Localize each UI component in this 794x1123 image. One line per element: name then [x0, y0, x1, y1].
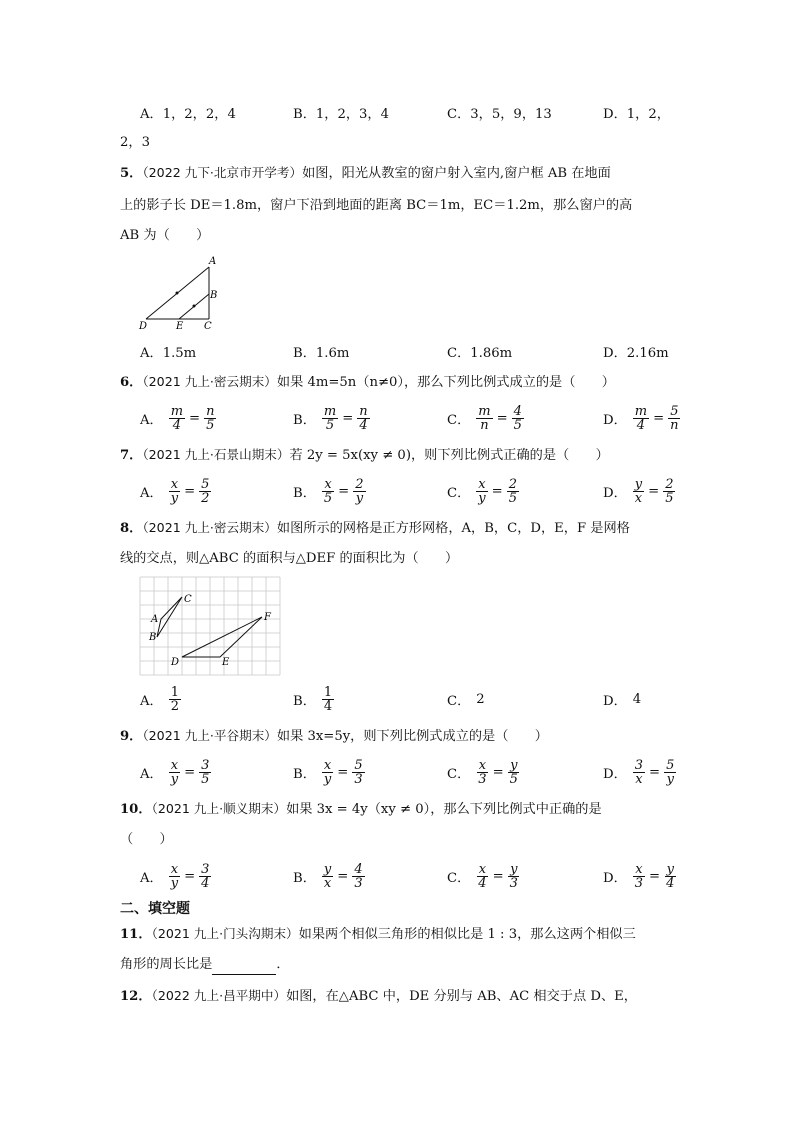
- q7-b-d2: y: [355, 490, 364, 506]
- q6-d-letter: D．: [603, 412, 627, 428]
- q6-c-n2: 4: [513, 403, 522, 419]
- q11-number: 11．: [120, 927, 152, 942]
- q11-answer-blank[interactable]: [212, 960, 276, 975]
- q9-options: [140, 757, 680, 787]
- q4-option-d: D．1，2，: [603, 106, 670, 122]
- q12-text1: 如图，在△ABC 中，DE 分别与 AB、AC 相交于点 D、E，: [286, 989, 637, 1004]
- q6-b-n1: m: [323, 403, 337, 419]
- q6-c-eq: =: [496, 410, 508, 426]
- q5-label-e: E: [176, 321, 184, 332]
- q9-d-d2: y: [666, 771, 674, 787]
- q9-c-frac-left: [476, 759, 488, 786]
- q12-source: （2022 九上·昌平期中）: [151, 988, 287, 1003]
- q9-d-d1: x: [635, 771, 643, 787]
- q9-c-n2: y: [510, 757, 518, 773]
- q7-stem: [120, 445, 609, 466]
- q9-d-letter: D．: [603, 766, 627, 782]
- q5-figure: [134, 254, 224, 334]
- q7-d-eq: =: [648, 483, 660, 499]
- q7-a-d1: y: [170, 490, 179, 506]
- q11-period: ．: [276, 957, 290, 972]
- q10-a-d2: 4: [201, 875, 210, 891]
- q10-d-frac-left: [633, 863, 645, 890]
- q6-d-d1: 4: [636, 417, 646, 433]
- q10-option-a: [140, 861, 211, 891]
- q10-b-d2: 3: [354, 875, 363, 891]
- q5-label-c: C: [204, 321, 212, 332]
- q8-label-b: B: [149, 632, 157, 643]
- q11-text2: 角形的周长比是: [120, 957, 213, 972]
- q7-a-letter: A．: [140, 485, 163, 501]
- q8-option-c: [447, 684, 485, 714]
- q6-d-eq: =: [653, 410, 665, 426]
- q6-b-eq: =: [342, 410, 354, 426]
- q9-d-eq: =: [649, 764, 661, 780]
- q6-c-frac-right: [512, 405, 524, 432]
- q5-line3: AB 为（ ）: [120, 228, 210, 243]
- q10-stem: [120, 799, 602, 820]
- q6-number: 6．: [120, 375, 143, 390]
- q6-option-b: [293, 403, 370, 433]
- q6-d-n2: 5: [670, 403, 679, 419]
- q5-label-d: D: [139, 321, 148, 332]
- q7-b-n1: x: [324, 476, 332, 492]
- q7-b-frac-right: [353, 478, 365, 505]
- q9-a-letter: A．: [140, 766, 163, 782]
- q10-c-letter: C．: [447, 870, 471, 886]
- q10-line2: （ ）: [120, 832, 173, 847]
- q8-label-c: C: [184, 594, 192, 605]
- q7-option-a: [140, 476, 211, 506]
- q5-option-a: A．1.5m: [140, 345, 197, 361]
- q6-a-d2: 5: [206, 417, 215, 433]
- q10-option-b: [293, 861, 365, 891]
- q7-c-letter: C．: [447, 485, 471, 501]
- q6-d-frac-right: [668, 405, 680, 432]
- q9-c-letter: C．: [447, 766, 471, 782]
- q9-b-frac-left: [322, 759, 333, 786]
- q7-b-letter: B．: [293, 485, 316, 501]
- q9-c-d1: 3: [478, 771, 487, 787]
- q7-d-letter: D．: [603, 485, 627, 501]
- q8-label-a: A: [151, 614, 159, 625]
- q7-a-n2: 5: [201, 476, 210, 492]
- q10-options: [140, 861, 680, 891]
- q9-b-eq: =: [337, 764, 349, 780]
- q5-arrow-dot-1: [176, 292, 179, 295]
- q6-source: （2021 九上·密云期末）: [142, 374, 277, 389]
- q10-a-n1: x: [170, 861, 179, 877]
- q6-c-letter: C．: [447, 412, 471, 428]
- q11-text1: 如果两个相似三角形的相似比是 1 : 3，那么这两个相似三: [298, 927, 636, 942]
- q10-d-n1: x: [635, 861, 643, 877]
- q11-line1: [120, 924, 636, 945]
- q5-label-a: A: [209, 256, 217, 267]
- q6-c-d2: 5: [513, 417, 522, 433]
- q5-source: （2022 九下·北京市开学考）: [142, 165, 303, 180]
- q11-source: （2021 九上·门头沟期末）: [151, 926, 299, 941]
- q12-number: 12．: [120, 989, 152, 1004]
- q9-c-frac-right: [508, 759, 520, 786]
- q7-c-frac-right: [507, 478, 519, 505]
- q4-option-a: A．1，2，2，4: [140, 106, 236, 122]
- q10-d-d2: 4: [666, 875, 675, 891]
- q10-c-d1: 4: [478, 875, 487, 891]
- q6-option-d: [603, 403, 681, 433]
- q5-option-b: B．1.6m: [293, 345, 350, 361]
- q6-a-letter: A．: [140, 412, 163, 428]
- q10-d-frac-right: [664, 863, 676, 890]
- q4-option-c: C．3，5，9，13: [447, 106, 552, 122]
- q9-source: （2021 九上·平谷期末）: [142, 728, 277, 743]
- q7-d-d1: x: [634, 490, 643, 506]
- q6-c-d1: n: [480, 417, 489, 433]
- q7-a-frac-left: [169, 478, 180, 505]
- q7-option-d: [603, 476, 675, 506]
- q10-c-eq: =: [492, 868, 504, 884]
- q8-text1: 如图所示的网格是正方形网格，A，B，C，D，E，F 是网格: [276, 521, 630, 536]
- q8-option-b: [293, 684, 334, 714]
- q8-label-f: F: [264, 612, 271, 623]
- q6-b-frac-left: [322, 405, 338, 432]
- q10-a-letter: A．: [140, 870, 163, 886]
- q6-a-d1: 4: [172, 417, 182, 433]
- q7-c-d2: 5: [508, 490, 517, 506]
- q5-option-d: D．2.16m: [603, 345, 669, 361]
- q9-a-n2: 3: [201, 757, 210, 773]
- q5-number: 5．: [120, 166, 143, 181]
- q5-options: [140, 336, 680, 366]
- q7-a-d2: 2: [201, 490, 210, 506]
- q10-c-frac-right: [508, 863, 520, 890]
- q7-b-d1: 5: [323, 490, 333, 506]
- q6-a-eq: =: [189, 410, 201, 426]
- q10-source: （2021 九上·顺义期末）: [151, 801, 287, 816]
- q7-d-d2: 5: [665, 490, 674, 506]
- q9-b-n2: 5: [354, 757, 363, 773]
- q9-c-n1: x: [478, 757, 487, 773]
- q8-c-value: 2: [476, 691, 485, 707]
- q6-b-letter: B．: [293, 412, 316, 428]
- q10-c-n2: y: [510, 861, 518, 877]
- q8-source: （2021 九上·密云期末）: [142, 520, 277, 535]
- q10-b-n2: 4: [354, 861, 363, 877]
- q5-option-c: C．1.86m: [447, 345, 513, 361]
- q11-line2: [120, 955, 290, 975]
- q5-label-b: B: [210, 290, 218, 301]
- q6-d-d2: n: [670, 417, 679, 433]
- q10-d-eq: =: [649, 868, 661, 884]
- q8-triangle-def: [182, 617, 262, 657]
- q9-option-a: [140, 757, 211, 787]
- q8-b-d: 4: [323, 698, 333, 714]
- q8-option-d: [603, 684, 641, 714]
- q9-b-d1: y: [323, 771, 332, 787]
- q10-option-d: [603, 861, 676, 891]
- q7-c-n2: 2: [508, 476, 517, 492]
- q7-b-n2: 2: [355, 476, 364, 492]
- q9-b-d2: 3: [354, 771, 363, 787]
- q10-c-n1: x: [478, 861, 487, 877]
- q6-a-frac-right: [204, 405, 216, 432]
- q7-a-n1: x: [170, 476, 179, 492]
- q9-a-n1: x: [170, 757, 179, 773]
- q8-a-letter: A．: [140, 693, 163, 709]
- q7-b-eq: =: [338, 483, 350, 499]
- q6-a-n1: m: [170, 403, 184, 419]
- q8-triangle-abc: [157, 597, 182, 637]
- q8-options: [140, 684, 680, 714]
- q12-line1: [120, 986, 637, 1007]
- q6-a-n2: n: [206, 403, 215, 419]
- q10-b-d1: x: [323, 875, 332, 891]
- q7-b-frac-left: [322, 478, 334, 505]
- q9-d-frac-right: [664, 759, 676, 786]
- q6-b-d2: 4: [359, 417, 368, 433]
- q7-a-frac-right: [199, 478, 211, 505]
- q8-grid-lines: [140, 577, 280, 675]
- q10-c-d2: 3: [509, 875, 518, 891]
- q9-option-b: [293, 757, 365, 787]
- q10-b-eq: =: [337, 868, 349, 884]
- q9-option-c: [447, 757, 520, 787]
- q10-option-c: [447, 861, 520, 891]
- q7-c-n1: x: [478, 476, 486, 492]
- q6-c-frac-left: [476, 405, 492, 432]
- q7-d-n1: y: [634, 476, 643, 492]
- q6-options: [140, 403, 680, 433]
- q7-a-eq: =: [184, 483, 196, 499]
- q9-d-n1: 3: [634, 757, 644, 773]
- q6-a-frac-left: [169, 405, 185, 432]
- q8-line1: [120, 518, 630, 539]
- q10-b-letter: B．: [293, 870, 316, 886]
- q8-d-letter: D．: [603, 693, 627, 709]
- q10-b-frac-left: [322, 863, 333, 890]
- q7-d-frac-right: [663, 478, 675, 505]
- q8-a-n: 1: [170, 684, 179, 700]
- q8-grid-figure: [138, 575, 282, 677]
- q10-text: 如果 3x = 4y（xy ≠ 0），那么下列比例式中正确的是: [286, 802, 602, 817]
- q9-b-letter: B．: [293, 766, 316, 782]
- q8-a-frac: [169, 686, 181, 713]
- q4-option-d-continued: 2，3: [120, 135, 150, 150]
- q8-label-d: D: [171, 657, 180, 668]
- q10-c-frac-left: [476, 863, 488, 890]
- q6-stem: [120, 372, 615, 393]
- q6-text: 如果 4m=5n（n≠0），那么下列比例式成立的是（ ）: [276, 375, 615, 390]
- q8-b-frac: [322, 686, 334, 713]
- q7-options: [140, 476, 680, 506]
- q9-b-n1: x: [323, 757, 332, 773]
- q10-a-frac-left: [169, 863, 180, 890]
- q5-text1: 如图，阳光从教室的窗户射入室内,窗户框 AB 在地面: [302, 166, 611, 181]
- q9-d-frac-left: [633, 759, 645, 786]
- q6-b-d1: 5: [325, 417, 335, 433]
- q6-b-n2: n: [359, 403, 368, 419]
- q10-a-eq: =: [184, 868, 196, 884]
- q5-arrow-dot-2: [193, 305, 196, 308]
- q9-a-frac-left: [169, 759, 180, 786]
- q9-c-eq: =: [492, 764, 504, 780]
- q7-option-b: [293, 476, 366, 506]
- q9-a-frac-right: [199, 759, 211, 786]
- q5-line2: 上的影子长 DE＝1.8m，窗户下沿到地面的距离 BC＝1m，EC＝1.2m，那么窗户的高: [120, 198, 633, 213]
- q6-d-n1: m: [634, 403, 648, 419]
- q7-c-d1: y: [478, 490, 486, 506]
- section-heading-fill-in: 二、填空题: [120, 901, 190, 917]
- q9-a-d2: 5: [201, 771, 210, 787]
- q9-a-eq: =: [184, 764, 196, 780]
- q6-option-a: [140, 403, 216, 433]
- q10-a-n2: 3: [201, 861, 210, 877]
- q10-number: 10．: [120, 802, 152, 817]
- q9-number: 9．: [120, 729, 143, 744]
- q10-a-frac-right: [199, 863, 211, 890]
- q9-stem: [120, 726, 548, 747]
- q9-c-d2: 5: [509, 771, 518, 787]
- q8-c-letter: C．: [447, 693, 471, 709]
- q7-d-n2: 2: [665, 476, 674, 492]
- q7-c-frac-left: [476, 478, 487, 505]
- q8-line2: 线的交点，则△ABC 的面积与△DEF 的面积比为（ ）: [120, 551, 459, 566]
- q7-d-frac-left: [633, 478, 644, 505]
- q7-option-c: [447, 476, 519, 506]
- q8-d-value: 4: [632, 691, 642, 707]
- q10-b-frac-right: [352, 863, 364, 890]
- q4-option-b: B．1，2，3，4: [293, 106, 390, 122]
- q7-text: 若 2y = 5x(xy ≠ 0)，则下列比例式正确的是（ ）: [289, 448, 609, 463]
- q8-b-letter: B．: [293, 693, 316, 709]
- q7-source: （2021 九上·石景山期末）: [142, 447, 290, 462]
- q6-b-frac-right: [357, 405, 369, 432]
- q10-d-letter: D．: [603, 870, 627, 886]
- q9-b-frac-right: [352, 759, 364, 786]
- q7-c-eq: =: [491, 483, 503, 499]
- q5-line1: [120, 163, 611, 184]
- q10-d-d1: 3: [634, 875, 644, 891]
- q10-a-d1: y: [170, 875, 179, 891]
- q7-number: 7．: [120, 448, 143, 463]
- q8-option-a: [140, 684, 181, 714]
- q10-d-n2: y: [666, 861, 674, 877]
- q8-a-d: 2: [170, 698, 179, 714]
- q6-option-c: [447, 403, 524, 433]
- q10-b-n1: y: [323, 861, 332, 877]
- q9-option-d: [603, 757, 676, 787]
- q8-b-n: 1: [323, 684, 333, 700]
- q8-label-e: E: [222, 657, 230, 668]
- q4-options: [140, 97, 680, 127]
- q8-number: 8．: [120, 521, 143, 536]
- q6-c-n1: m: [478, 403, 491, 419]
- q9-text: 如果 3x=5y，则下列比例式成立的是（ ）: [276, 729, 548, 744]
- q9-a-d1: y: [170, 771, 179, 787]
- q6-d-frac-left: [633, 405, 649, 432]
- q9-d-n2: 5: [666, 757, 675, 773]
